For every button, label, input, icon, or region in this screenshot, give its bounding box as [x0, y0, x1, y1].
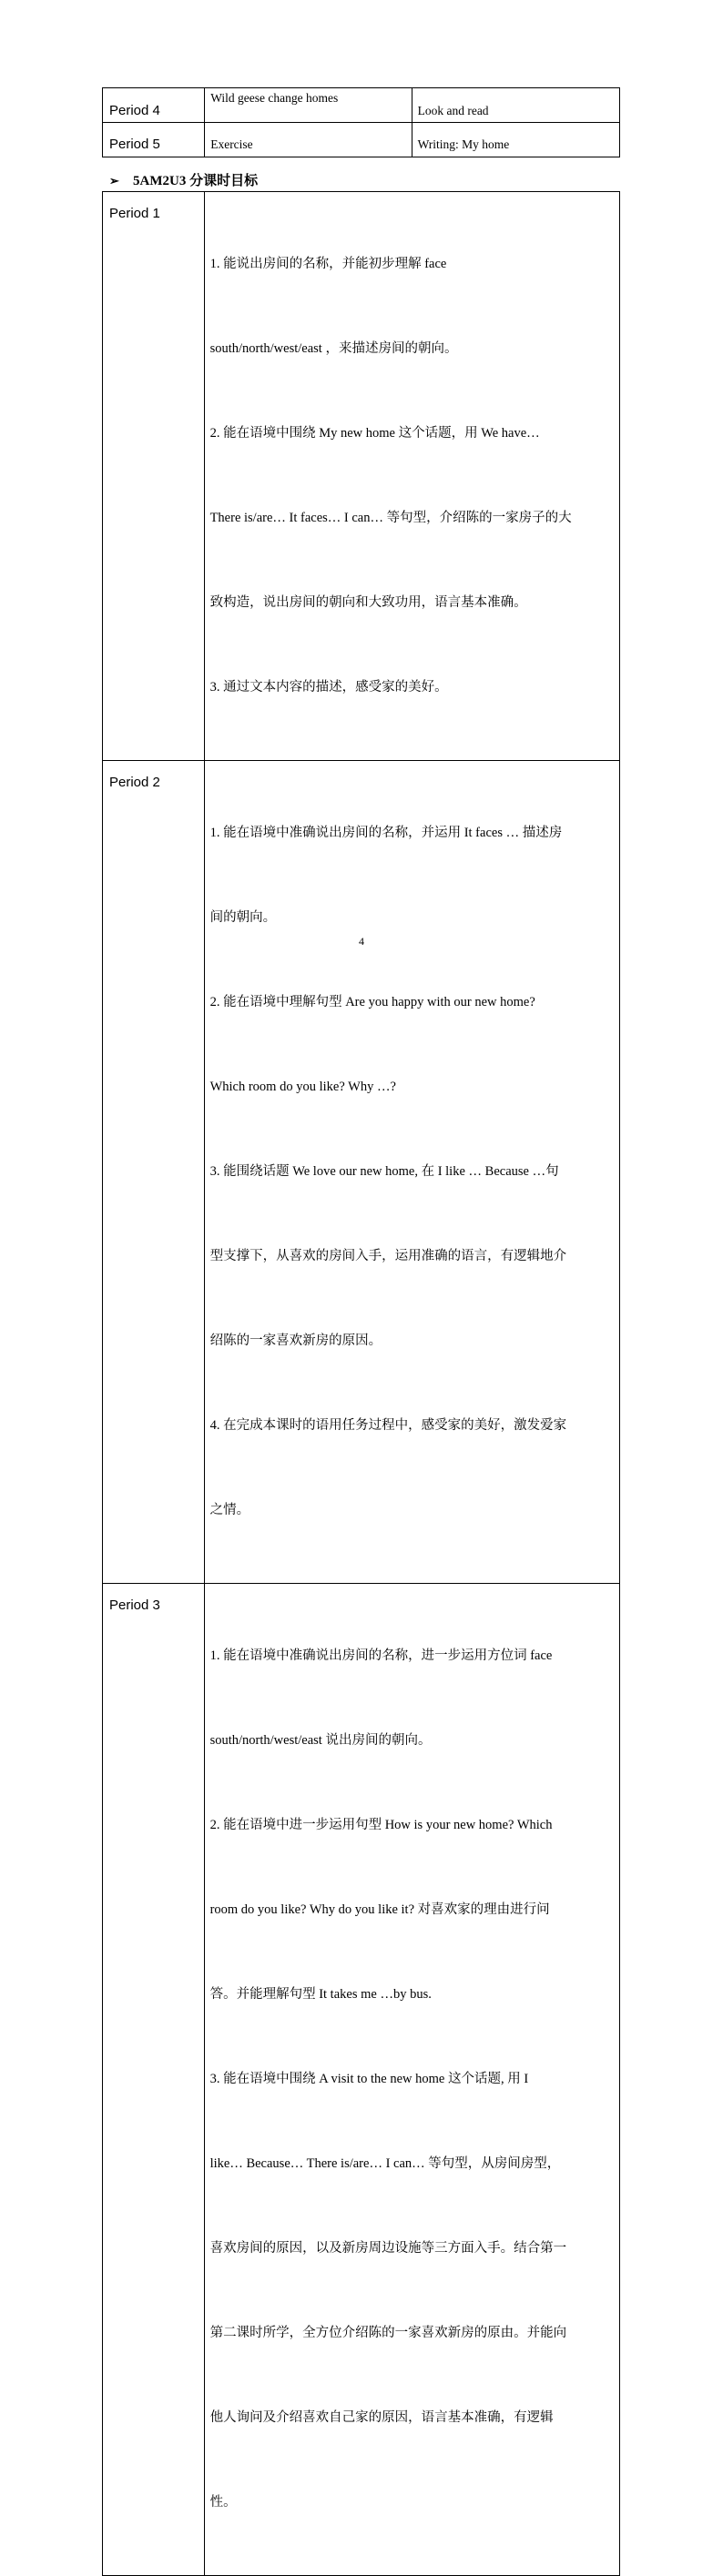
goal-line: There is/are… It faces… I can… 等句型，介绍陈的一家房子的大 — [209, 511, 572, 525]
topic-text: Exercise — [210, 137, 253, 151]
table-row — [103, 88, 620, 123]
goal-line: room do you like? Why do you like it? 对喜欢家的理由进行问 — [209, 1902, 550, 1917]
period-label: Period 5 — [109, 137, 160, 152]
table-row — [103, 761, 620, 1584]
goals-cell — [204, 192, 619, 761]
period-label: Period 2 — [109, 775, 160, 790]
goal-line: like… Because… There is/are… I can… 等句型，从房间房型， — [209, 2156, 561, 2171]
topic-cell — [205, 88, 412, 123]
period-cell — [103, 88, 205, 123]
goal-line: 1. 能在语境中准确说出房间的名称，进一步运用方位词 face — [209, 1648, 553, 1663]
goal-line: 3. 通过文本内容的描述，感受家的美好。 — [209, 680, 448, 695]
goal-line: 绍陈的一家喜欢新房的原因。 — [209, 1334, 382, 1348]
goal-line: 他人询问及介绍喜欢自己家的原因，语言基本准确，有逻辑 — [209, 2410, 554, 2425]
task-text: Writing: My home — [417, 137, 510, 151]
topic-cell — [205, 123, 412, 157]
goal-line: 喜欢房间的原因，以及新房周边设施等三方面入手。结合第一 — [209, 2241, 567, 2256]
section-heading — [109, 170, 258, 189]
period-label: Period 3 — [109, 1597, 160, 1613]
goal-line: 1. 能说出房间的名称，并能初步理解 face — [209, 257, 447, 271]
goals-cell — [204, 761, 619, 1584]
goals-cell — [204, 1584, 619, 2576]
period-label: Period 4 — [109, 103, 160, 118]
task-cell — [412, 88, 619, 123]
goal-line: 2. 能在语境中进一步运用句型 How is your new home? Which — [209, 1818, 553, 1832]
goal-line: 2. 能在语境中理解句型 Are you happy with our new home? — [209, 995, 535, 1009]
arrow-bullet-icon: ➢ — [109, 174, 119, 188]
goal-line: Which room do you like? Why …? — [209, 1080, 396, 1094]
section-heading-text: 5AM2U3 分课时目标 — [133, 174, 259, 188]
goals-text — [205, 761, 619, 1583]
table-row — [103, 123, 620, 157]
goal-line: 型支撑下，从喜欢的房间入手，运用准确的语言，有逻辑地介 — [209, 1249, 567, 1263]
goal-line: south/north/west/east ，来描述房间的朝向。 — [209, 341, 458, 356]
table-row — [103, 1584, 620, 2576]
period-goals-table — [102, 191, 620, 2576]
goal-line: 间的朝向。 — [209, 910, 277, 925]
goal-line: south/north/west/east 说出房间的朝向。 — [209, 1733, 432, 1748]
period-cell — [103, 192, 205, 761]
goal-line: 3. 能围绕话题 We love our new home, 在 I like … Because …句 — [209, 1164, 559, 1179]
period-overview-table — [102, 87, 620, 157]
goals-text — [205, 1584, 619, 2575]
topic-text: Wild geese change homes — [210, 91, 339, 105]
goal-line: 4. 在完成本课时的语用任务过程中，感受家的美好，激发爱家 — [209, 1418, 567, 1433]
goal-line: 3. 能在语境中围绕 A visit to the new home 这个话题, 用 I — [209, 2072, 529, 2086]
period-label: Period 1 — [109, 206, 160, 221]
page-number: 4 — [359, 935, 364, 948]
period-cell — [103, 123, 205, 157]
period-cell — [103, 1584, 205, 2576]
goal-line: 第二课时所学，全方位介绍陈的一家喜欢新房的原由。并能向 — [209, 2326, 567, 2340]
table-row — [103, 192, 620, 761]
goal-line: 2. 能在语境中围绕 My new home 这个话题，用 We have… — [209, 426, 540, 441]
goals-text — [205, 192, 619, 760]
goal-line: 答。并能理解句型 It takes me …by bus. — [209, 1987, 432, 2002]
period-cell — [103, 761, 205, 1584]
goal-line: 1. 能在语境中准确说出房间的名称，并运用 It faces … 描述房 — [209, 826, 563, 840]
goal-line: 之情。 — [209, 1503, 250, 1517]
task-cell — [412, 123, 619, 157]
goal-line: 致构造，说出房间的朝向和大致功用，语言基本准确。 — [209, 595, 527, 610]
goal-line: 性。 — [209, 2495, 237, 2510]
task-text: Look and read — [417, 104, 489, 117]
